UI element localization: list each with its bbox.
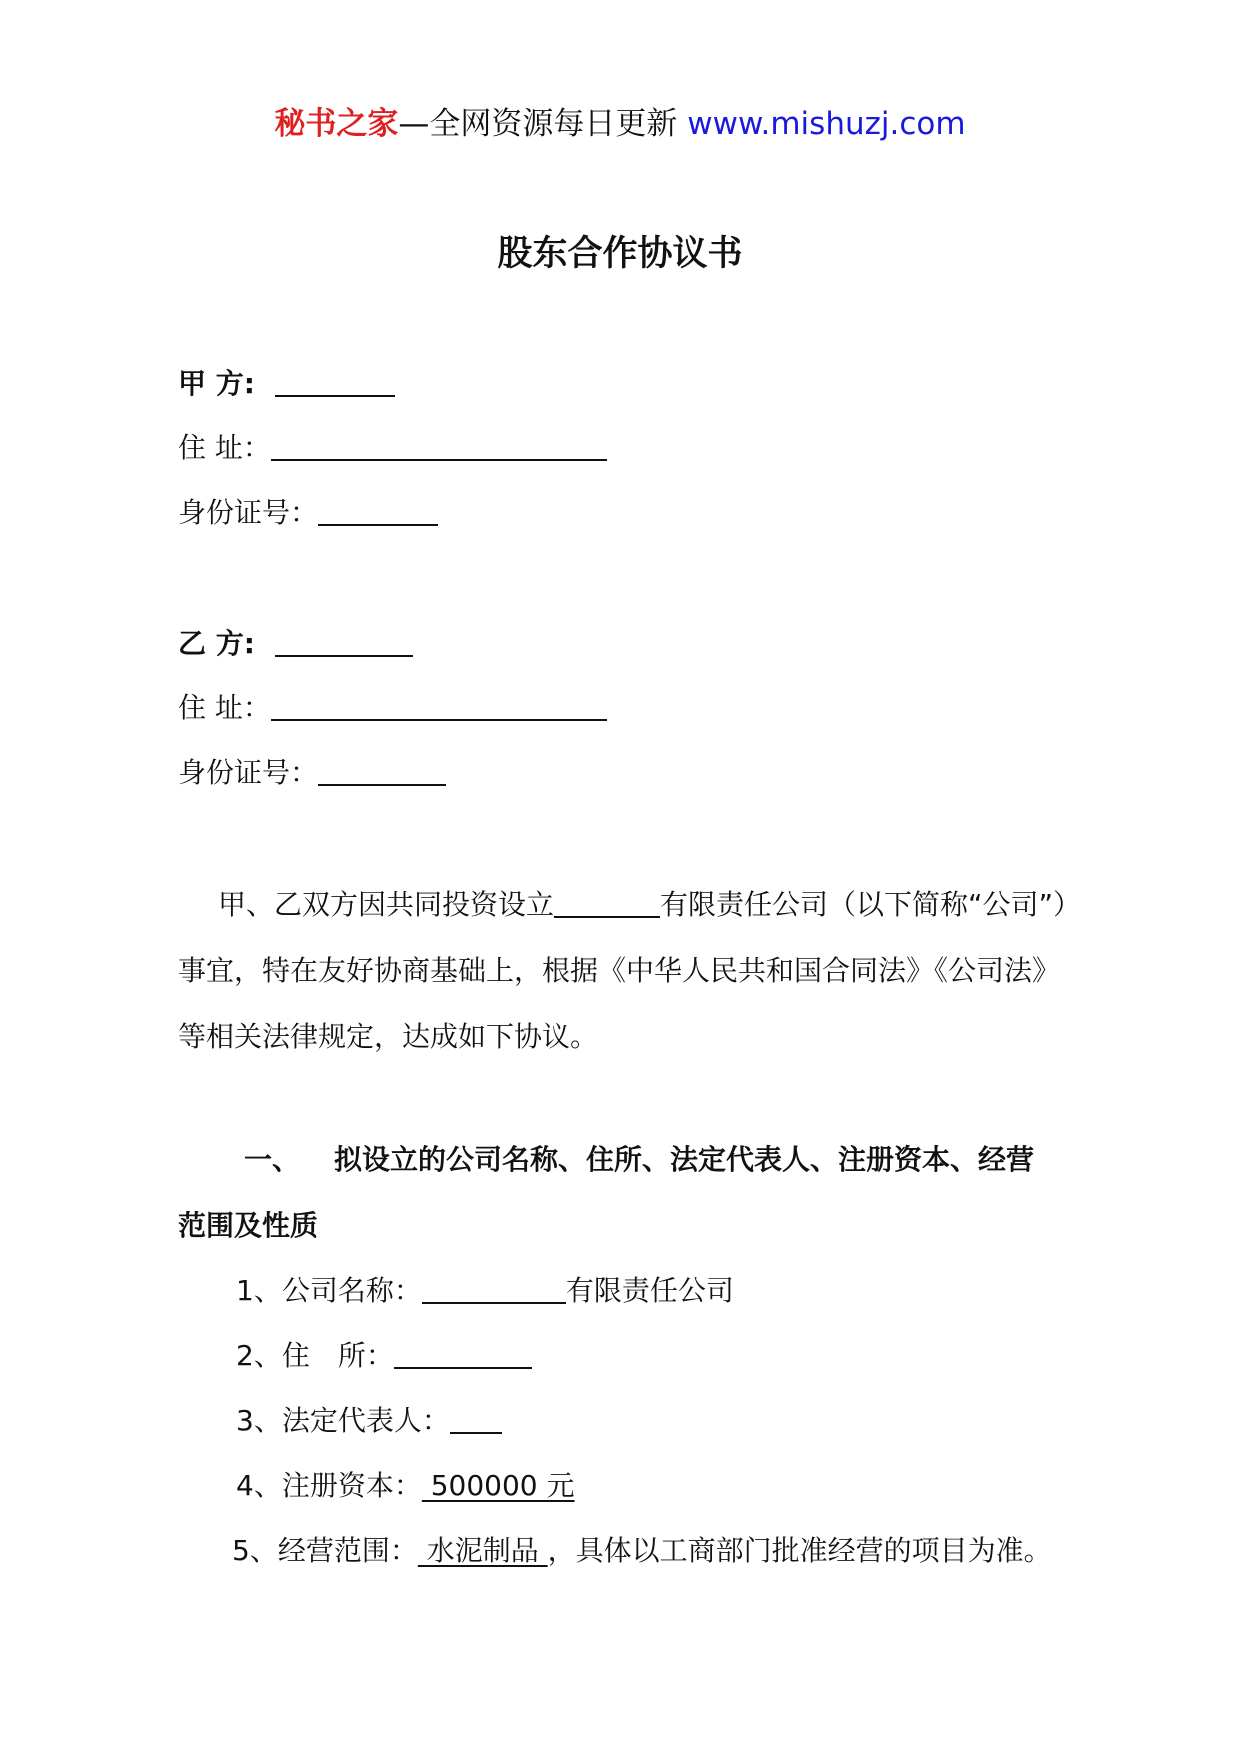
party-b-label: 乙 方:	[178, 627, 255, 660]
item-legal-rep-blank[interactable]	[450, 1402, 502, 1434]
party-b-id-label: 身份证号：	[178, 756, 319, 789]
party-b-address-line	[178, 688, 607, 728]
company-name-suffix: 有限责任公司	[565, 1274, 734, 1307]
section1-heading: 拟设立的公司名称、住所、法定代表人、注册资本、经营	[334, 1143, 1035, 1176]
preamble-part1: 甲、乙双方因共同投资设立	[218, 888, 555, 921]
site-brand: 秘书之家	[274, 106, 399, 142]
company-name-label: 1、公司名称：	[236, 1274, 422, 1307]
item-scope	[232, 1531, 1052, 1571]
address-label: 2、住 所：	[236, 1339, 394, 1372]
party-b-line	[178, 624, 413, 664]
party-b-id-line	[178, 753, 446, 793]
party-a-id-blank[interactable]	[318, 494, 438, 526]
item-legal-rep	[236, 1401, 502, 1441]
party-b-id-blank[interactable]	[318, 754, 446, 786]
preamble-paragraph	[178, 872, 1078, 1070]
party-a-id-label: 身份证号：	[178, 496, 319, 529]
site-tagline: —全网资源每日更新	[398, 106, 688, 142]
party-a-name-blank[interactable]	[275, 365, 395, 397]
section1-number: 一、	[244, 1143, 301, 1176]
party-a-label: 甲 方:	[178, 367, 255, 400]
scope-suffix: ，具体以工商部门批准经营的项目为准。	[547, 1534, 1052, 1567]
legal-rep-label: 3、法定代表人：	[236, 1404, 450, 1437]
party-b-address-blank[interactable]	[271, 689, 607, 721]
section1-heading-cont: 范围及性质	[178, 1209, 319, 1242]
party-b-address-label: 住 址：	[178, 691, 271, 724]
party-a-line	[178, 364, 395, 404]
item-address-blank[interactable]	[394, 1337, 532, 1369]
site-header	[0, 102, 1240, 146]
item-company-name	[236, 1271, 734, 1311]
scope-value: 水泥制品	[417, 1534, 548, 1567]
site-url-link[interactable]: www.mishuzj.com	[687, 106, 966, 142]
company-name-blank[interactable]	[554, 886, 660, 918]
party-a-address-label: 住 址：	[178, 431, 271, 464]
capital-label: 4、注册资本：	[236, 1469, 422, 1502]
item-capital	[236, 1466, 575, 1506]
party-a-id-line	[178, 493, 438, 533]
party-b-name-blank[interactable]	[275, 625, 413, 657]
preamble-part2: 有限责任公司（以下简称“公司”）事宜，特在友好协商基础上，根据《中华人民共和国合同法》《公司法》等相关法律规定，达成如下协议。	[178, 888, 1068, 1053]
item-address	[236, 1336, 532, 1376]
document-title: 股东合作协议书	[497, 234, 743, 274]
scope-label: 5、经营范围：	[232, 1534, 418, 1567]
section1-heading-line	[244, 1140, 1034, 1180]
party-a-address-line	[178, 428, 607, 468]
item-company-name-blank[interactable]	[422, 1272, 566, 1304]
party-a-address-blank[interactable]	[271, 429, 607, 461]
capital-value: 500000 元	[421, 1469, 575, 1502]
